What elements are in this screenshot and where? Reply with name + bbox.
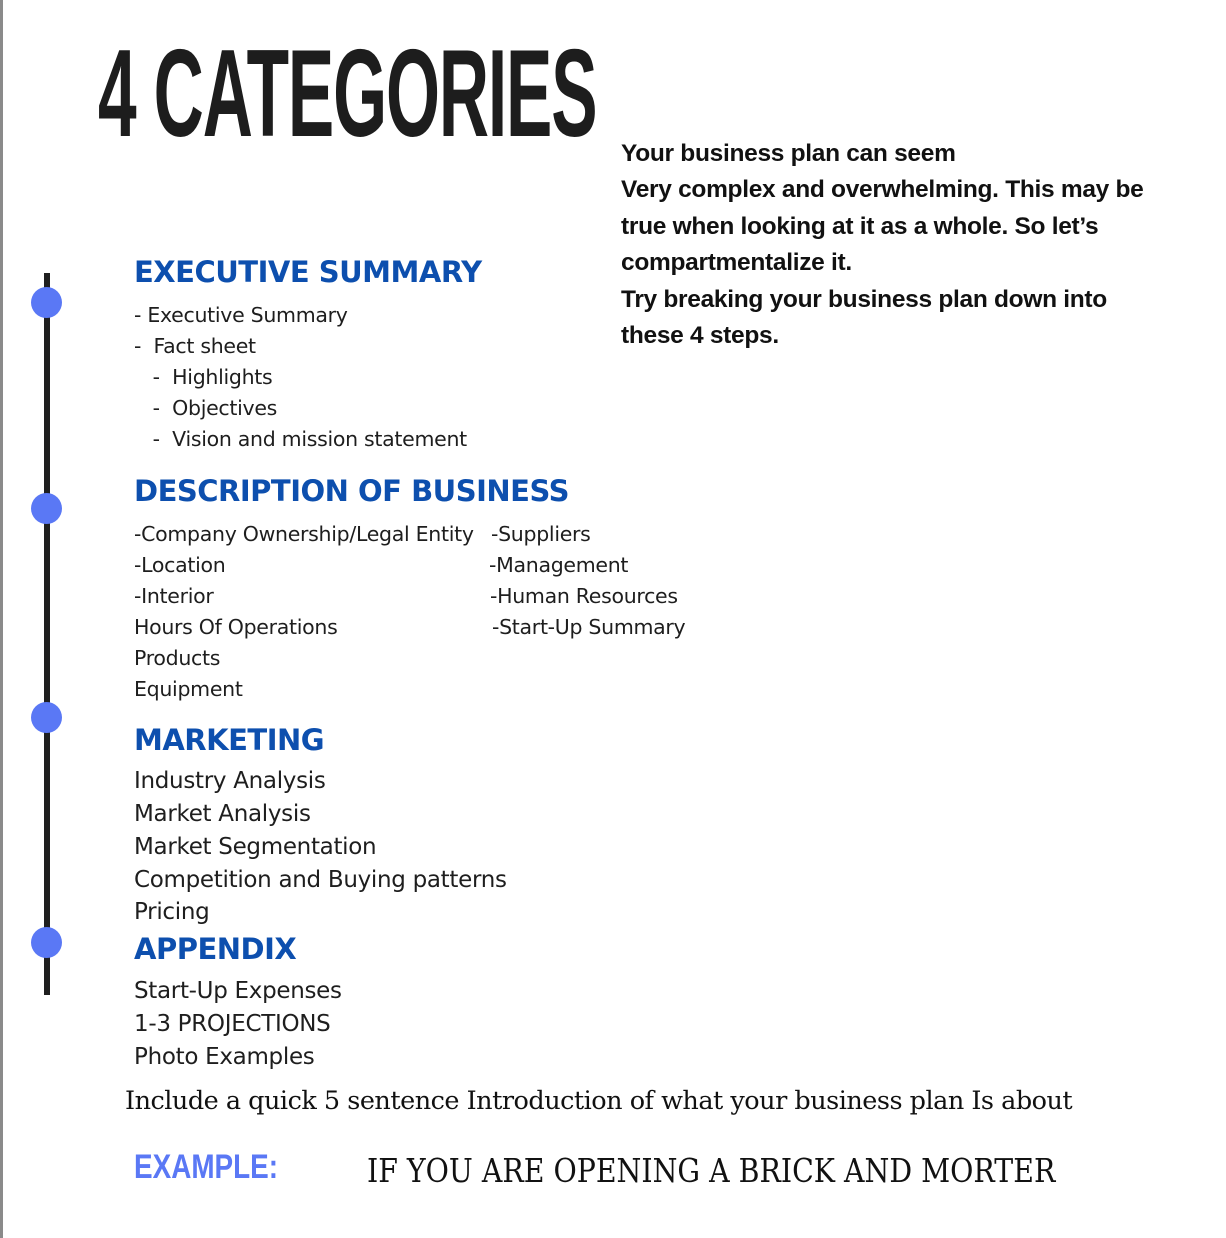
list-item: - Fact sheet <box>134 334 256 358</box>
list-item: -Human Resources <box>490 584 678 608</box>
list-item: Market Analysis <box>134 801 311 827</box>
intro-line: these 4 steps. <box>621 322 779 350</box>
list-item: Pricing <box>134 899 210 925</box>
list-item: Equipment <box>134 677 243 701</box>
list-item: - Highlights <box>134 365 273 389</box>
list-item: - Vision and mission statement <box>134 427 467 451</box>
list-item: Industry Analysis <box>134 768 326 794</box>
list-item: Hours Of Operations <box>134 615 338 639</box>
intro-paragraph <box>621 136 1221 354</box>
list-item: -Location <box>134 553 226 577</box>
list-item: -Management <box>489 553 629 577</box>
list-item: Market Segmentation <box>134 834 377 860</box>
page-title: 4 CATEGORIES <box>98 25 597 163</box>
list-item: Photo Examples <box>134 1044 315 1070</box>
intro-line: Your business plan can seem <box>621 140 956 167</box>
list-item: - Objectives <box>134 396 278 420</box>
example-label: EXAMPLE: <box>134 1148 279 1186</box>
list-item: -Interior <box>134 584 214 608</box>
intro-line: compartmentalize it. <box>621 249 852 277</box>
intro-line: Try breaking your business plan down into <box>621 285 1107 313</box>
list-item: Start-Up Expenses <box>134 978 342 1004</box>
intro-line: true when looking at it as a whole. So let’s <box>621 212 1099 240</box>
section-heading-appendix: APPENDIX <box>134 932 297 966</box>
section-heading-description-of-business: DESCRIPTION OF BUSINESS <box>134 474 569 508</box>
list-item: -Start-Up Summary <box>492 615 686 639</box>
timeline-dot-executive-summary <box>31 287 62 318</box>
intro-instruction: Include a quick 5 sentence Introduction of what your business plan Is about <box>125 1086 1073 1116</box>
list-item: - Executive Summary <box>134 303 348 327</box>
example-text: IF YOU ARE OPENING A BRICK AND MORTER <box>367 1151 1056 1190</box>
section-heading-marketing: MARKETING <box>134 723 325 757</box>
list-item: -Company Ownership/Legal Entity <box>134 522 474 546</box>
timeline-dot-description <box>31 493 62 524</box>
section-heading-executive-summary: EXECUTIVE SUMMARY <box>134 255 482 289</box>
intro-line: Very complex and overwhelming. This may be <box>621 176 1144 204</box>
timeline-line <box>44 273 50 995</box>
page-left-border <box>0 0 3 1238</box>
list-item: Products <box>134 646 221 670</box>
list-item: -Suppliers <box>491 522 591 546</box>
timeline-dot-appendix <box>31 927 62 958</box>
list-item: Competition and Buying patterns <box>134 867 507 893</box>
list-item: 1-3 PROJECTIONS <box>134 1011 331 1037</box>
timeline-dot-marketing <box>31 702 62 733</box>
